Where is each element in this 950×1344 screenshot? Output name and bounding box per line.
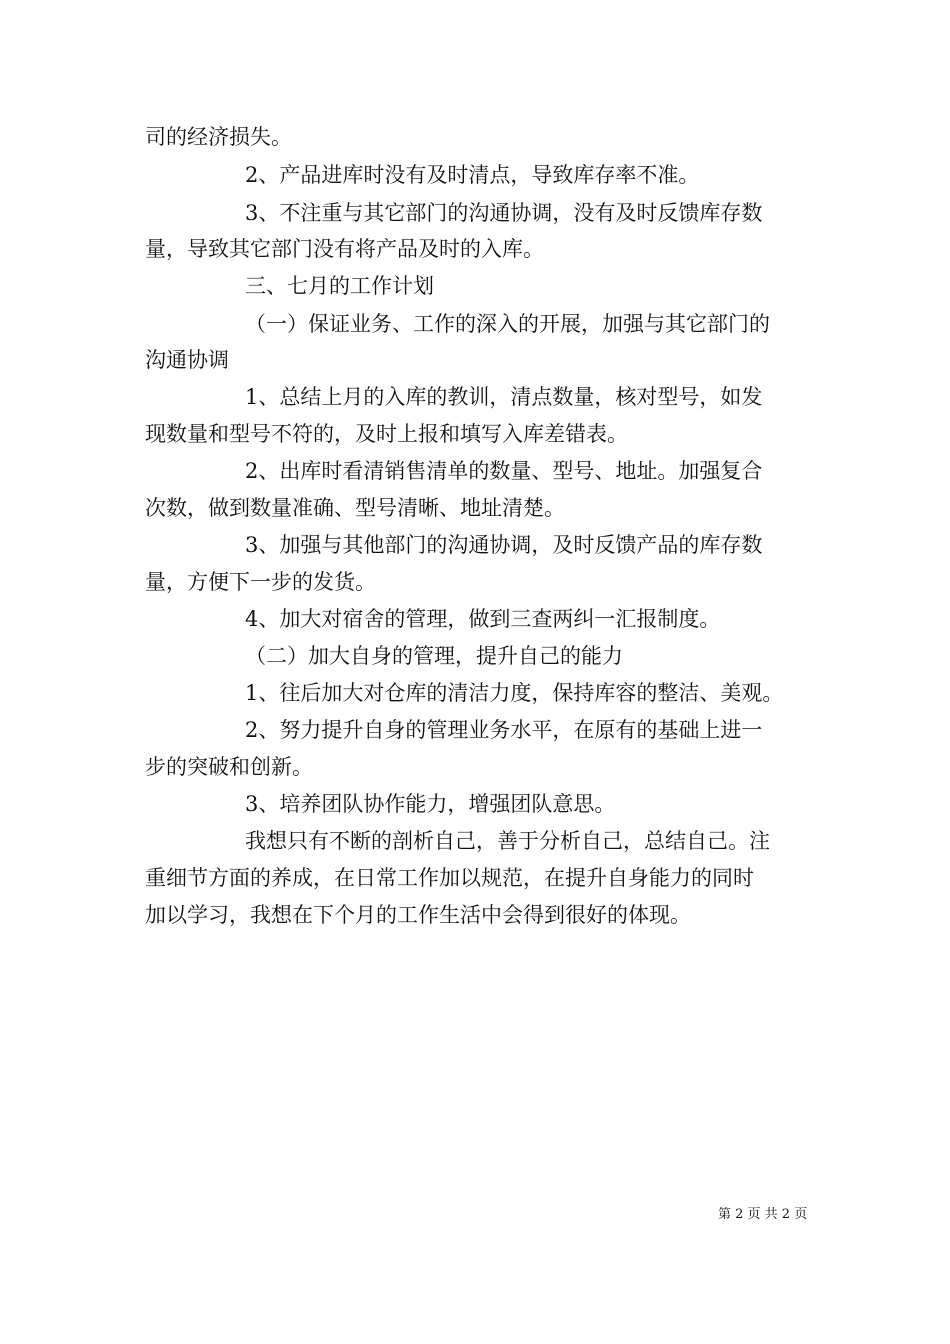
- section-heading-plan: 三、七月的工作计划: [245, 274, 434, 298]
- body-line-3: 3、不注重与其它部门的沟通协调，没有及时反馈库存数: [245, 201, 763, 225]
- body-line-10: 2、出库时看清销售清单的数量、型号、地址。加强复合: [245, 459, 763, 483]
- subheading-one-line-1: （一）保证业务、工作的深入的开展，加强与其它部门的: [245, 312, 770, 336]
- body-line-12: 3、加强与其他部门的沟通协调，及时反馈产品的库存数: [245, 533, 763, 557]
- body-line-16: 1、往后加大对仓库的清洁力度，保持库容的整洁、美观。: [245, 681, 784, 705]
- body-line-14: 4、加大对宿舍的管理，做到三查两纠一汇报制度。: [245, 607, 721, 631]
- body-line-8: 1、总结上月的入库的教训，清点数量，核对型号，如发: [245, 385, 763, 409]
- body-line-11: 次数，做到数量准确、型号清晰、地址清楚。: [145, 496, 565, 520]
- body-line-9: 现数量和型号不符的，及时上报和填写入库差错表。: [145, 422, 628, 446]
- body-line-1: 司的经济损失。: [145, 125, 292, 149]
- body-line-19: 3、培养团队协作能力，增强团队意思。: [245, 792, 616, 816]
- subheading-two: （二）加大自身的管理，提升自己的能力: [245, 644, 623, 668]
- body-line-22: 加以学习，我想在下个月的工作生活中会得到很好的体现。: [145, 903, 691, 927]
- body-line-2: 2、产品进库时没有及时清点，导致库存率不准。: [245, 163, 700, 187]
- body-line-18: 步的突破和创新。: [145, 755, 313, 779]
- subheading-one-line-2: 沟通协调: [145, 348, 229, 372]
- page-number-footer: 第 2 页 共 2 页: [718, 1207, 808, 1222]
- body-line-4: 量，导致其它部门没有将产品及时的入库。: [145, 237, 544, 261]
- body-line-21: 重细节方面的养成，在日常工作加以规范，在提升自身能力的同时: [145, 866, 754, 890]
- body-line-20: 我想只有不断的剖析自己，善于分析自己，总结自己。注: [245, 829, 770, 853]
- body-line-13: 量，方便下一步的发货。: [145, 570, 376, 594]
- body-line-17: 2、努力提升自身的管理业务水平，在原有的基础上进一: [245, 718, 763, 742]
